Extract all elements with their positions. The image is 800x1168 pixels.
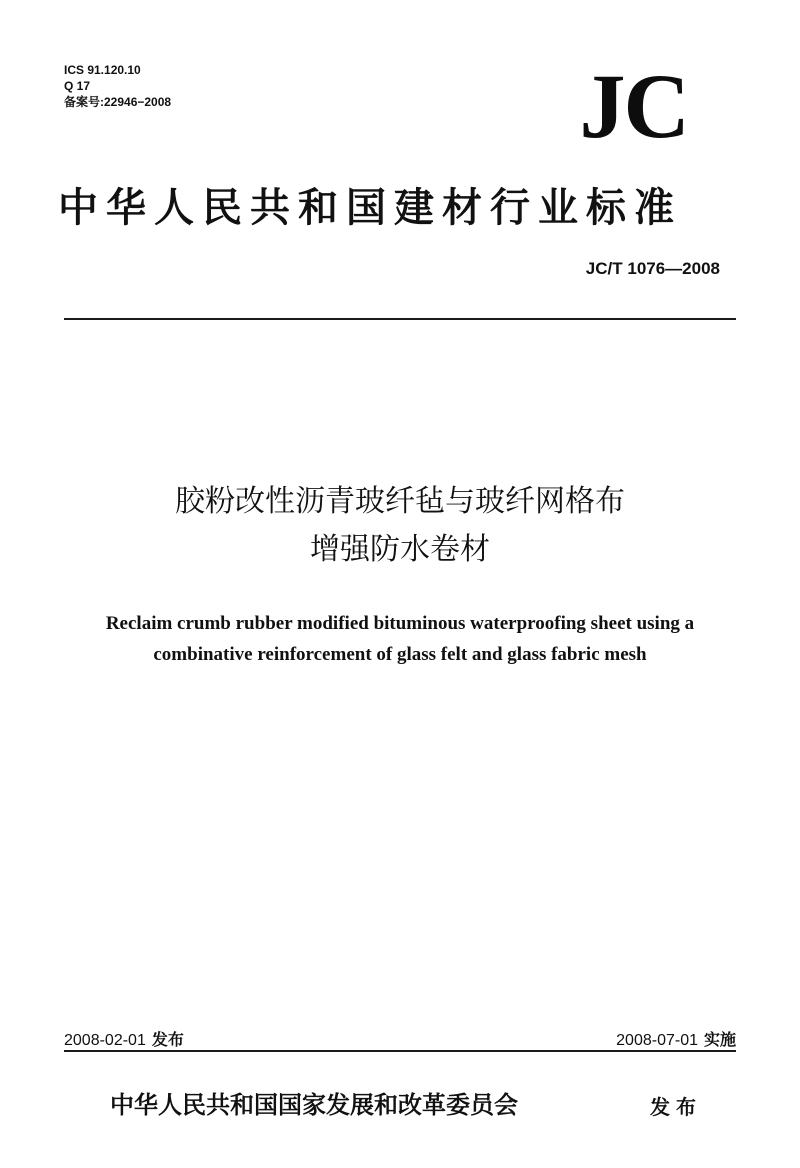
issue-label: 发布 <box>151 1030 184 1049</box>
standard-category-title: 中华人民共和国建材行业标准 <box>58 185 682 231</box>
effective-date: 2008-07-01 <box>616 1032 698 1049</box>
effective-date-group <box>616 1030 736 1051</box>
chinese-title-line-2: 增强防水卷材 <box>310 532 490 567</box>
chinese-title-line-1: 胶粉改性沥青玻纤毡与玻纤网格布 <box>175 484 625 519</box>
english-title <box>0 608 800 670</box>
jc-logo: JC <box>579 55 688 157</box>
classification-block <box>64 62 171 110</box>
standard-number: JC/T 1076—2008 <box>585 259 720 278</box>
issue-date-group <box>64 1030 184 1051</box>
ics-code: ICS 91.120.10 <box>64 63 141 77</box>
english-title-line-1: Reclaim crumb rubber modified bituminous waterproofing sheet using a <box>105 613 695 634</box>
ccs-code: Q 17 <box>64 79 91 93</box>
publisher-name: 中华人民共和国国家发展和改革委员会 <box>110 1091 518 1119</box>
record-number: 备案号:22946−2008 <box>64 95 172 109</box>
issue-date: 2008-02-01 <box>64 1032 146 1049</box>
effective-label: 实施 <box>703 1030 736 1049</box>
bottom-divider <box>64 1050 736 1052</box>
top-divider <box>64 318 736 320</box>
chinese-title <box>0 478 800 574</box>
publish-label: 发布 <box>650 1095 702 1119</box>
english-title-line-2: combinative reinforcement of glass felt and glass fabric mesh <box>153 644 647 665</box>
